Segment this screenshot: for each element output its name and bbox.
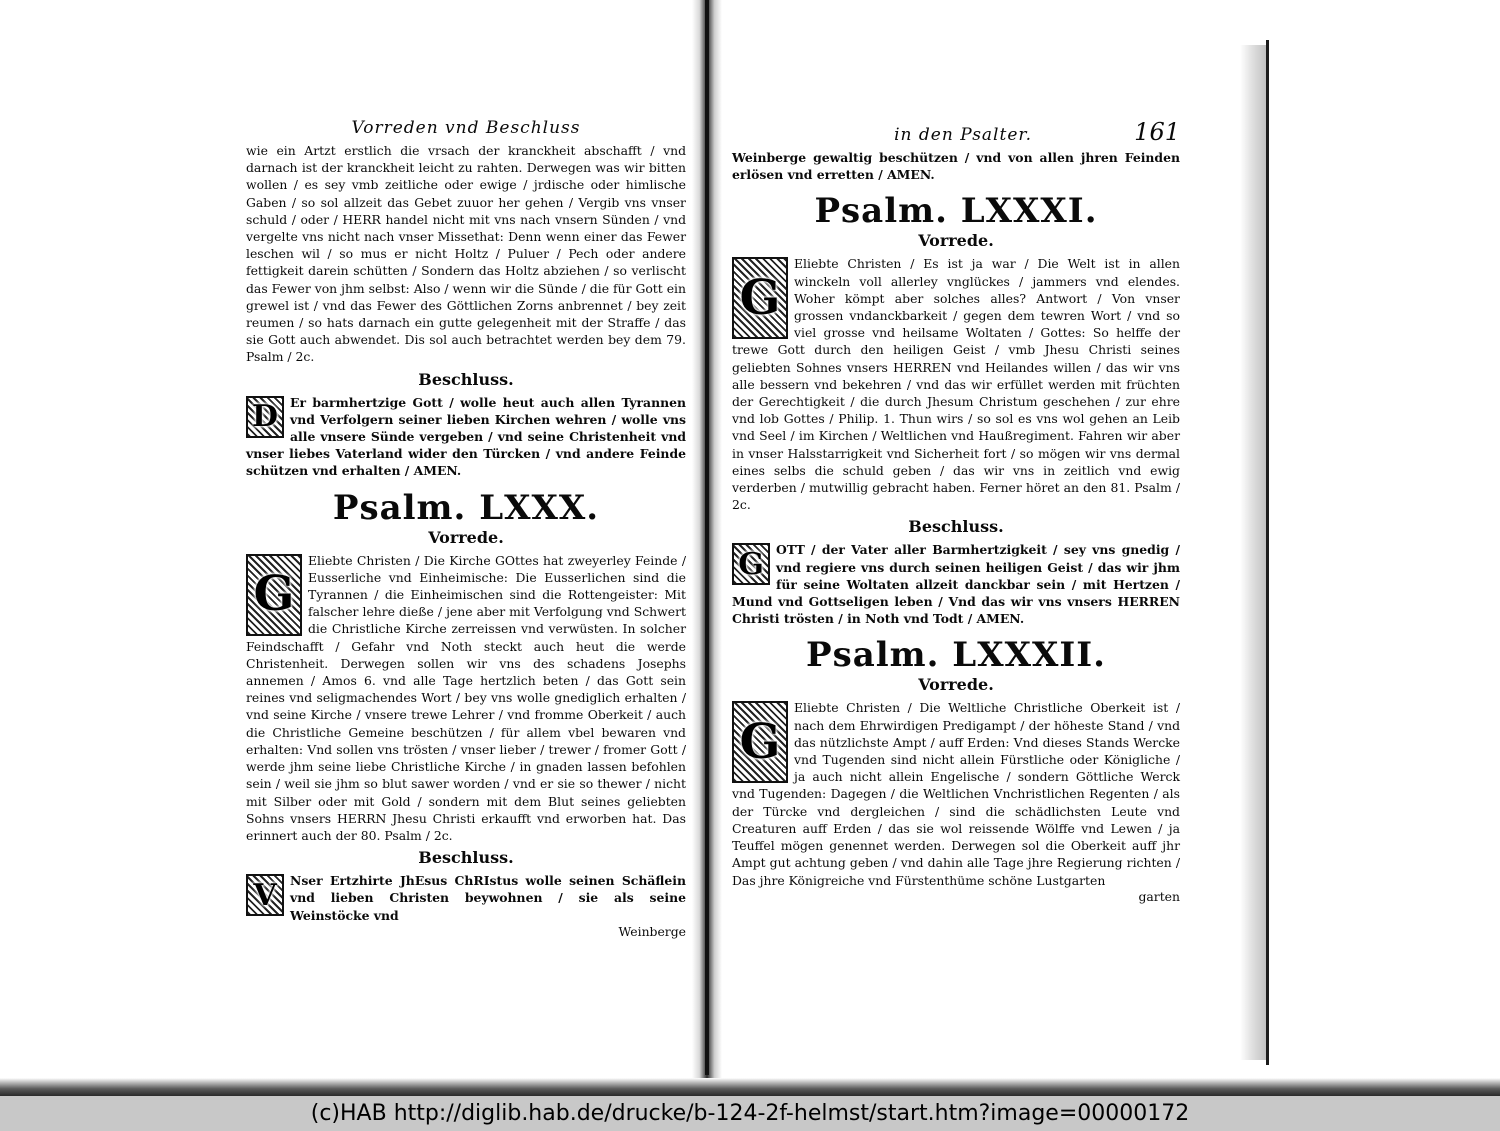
- page-edge-line: [1266, 40, 1269, 1065]
- beschluss-79-heading: Beschluss.: [418, 369, 514, 389]
- psalm-82-title: Psalm. LXXXII.: [806, 635, 1106, 676]
- vorrede-80-text: Eliebte Christen / Die Kirche GOttes hat zweyerley Feinde / Eusserliche vnd Einheimische: Die Eusserlichen sind die Tyrannen / die Einheimischen sind die Rottengeister: Mit falscher lehre dieße / jene aber mit Verfolgung vnd Schwert die Christliche Kirche zerreissen vnd verwüsten. In solcher Feindschafft / Gefahr vnd Noth steckt auch heut die werde Christenheit. Derwegen sollen wir vns des schadens Josephs annemen / Amos 6. vnd alle Tage hertzlich beten / das Gott sein reines vnd seligmachendes Wort / bey vns wolle gnediglich erhalten / vnd seine Kirche / vnsere trewe Lehrer / vnd fromme Oberkeit / auch die Christliche Gemeine beschützen / für allem vbel bewaren vnd erhalten: Vnd sollen vns trösten / vnser lieber / trewer / fromer Gott / werde jhm seine liebe Christliche Kirche / in gnaden lassen befohlen sein / weil sie jhm so blut sawer worden / vnd er sie so thewer / nicht mit Silber oder mit Gold / sondern mit dem Blut seines geliebten Sohns vnsers HERRN Jhesu Christi erkaufft vnd erworben hat. Das erinnert auch der 80. Psalm / 2c.: [246, 552, 686, 843]
- decorated-initial: G: [246, 554, 302, 636]
- decorated-initial: D: [246, 396, 284, 438]
- beschluss-81-text: OTT / der Vater aller Barmhertzigkeit / sey vns gnedig / vnd regiere vns durch seinen heiligen Geist / das wir jhm für seine Woltaten allzeit danckbar sein / mit Hertzen / Mund vnd Gottseligen leben / Vnd das wir vns vnsers HERREN Christi trösten / in Noth vnd Todt / AMEN.: [732, 542, 1180, 627]
- page-edge: [1240, 45, 1268, 1060]
- intro-text-left: wie ein Artzt erstlich die vrsach der kranckheit abschafft / vnd darnach ist der kranckheit leicht zu rahten. Derwegen was wir bitten wollen / es sey vmb zeitliche oder ewige / jrdische oder himlische Gaben / so sol allzeit das Gebet zuuor her gehen / Vergib vns vnser schuld / oder / HERR handel nicht mit vns nach vnsern Sünden / vnd vergelte vns nicht nach vnser Missethat: Denn wenn einer das Fewer leschen wil / so mus er nicht Holtz / Puluer / Pech oder andere fettigkeit darein schütten / Sondern das Holtz abziehen / so verlischt das Fewer von jhm selbst: Also / wenn wir die Sünde / die für Gott ein grewel ist / vnd das Fewer des Göttlichen Zorns anbrennet / bey zeit reumen / so hats darnach ein gutte gelegenheit mit der Straffe / das sie Gott auch abwendet. Dis sol auch betrachtet werden bey dem 79. Psalm / 2c.: [246, 143, 686, 365]
- vorrede-81-paragraph: [732, 255, 1180, 513]
- left-page: [246, 118, 686, 939]
- decorated-initial: G: [732, 701, 788, 783]
- page-number: 161: [1134, 118, 1180, 146]
- beschluss-80-text: Nser Ertzhirte JhEsus ChRIstus wolle seinen Schäflein vnd lieben Christen beywohnen / sie als seine Weinstöcke vnd: [290, 873, 686, 923]
- decorated-initial: G: [732, 257, 788, 339]
- beschluss-79-text: Er barmhertzige Gott / wolle heut auch allen Tyrannen vnd Verfolgern seiner lieben Kirchen wehren / wolle vns alle vnsere Sünde vergeben / vnd seine Christenheit vnd vnser liebes Vaterland wider den Türcken / vnd andere Feinde schützen vnd erhalten / AMEN.: [246, 394, 686, 479]
- catchword-left: Weinberge: [618, 923, 686, 939]
- psalm-80-title: Psalm. LXXX.: [332, 487, 600, 528]
- running-head-right: in den Psalter.: [894, 125, 1033, 145]
- scan-background: [0, 0, 1500, 130]
- running-head-row: [732, 118, 1180, 149]
- beschluss-80-heading: Beschluss.: [418, 848, 514, 868]
- scan-bottom-edge: [0, 1078, 1500, 1096]
- psalm-81-title: Psalm. LXXXI.: [814, 191, 1098, 232]
- gutter-shadow-line: [705, 0, 709, 1075]
- beschluss-81-heading: Beschluss.: [908, 517, 1004, 537]
- catchword-right: garten: [1138, 888, 1180, 904]
- beschluss-81-paragraph: [732, 541, 1180, 627]
- vorrede-81-text: Eliebte Christen / Es ist ja war / Die Welt ist in allen winckeln voll allerley vnglückes / jammers vnd elendes. Woher kömpt aber solches alles? Antwort / Von vnser grossen vndanckbarkeit / gegen dem tewren Wort / vnd so viel grosse vnd heilsame Woltaten / Gottes: So helffe der trewe Gott durch den heiligen Geist / vmb Jhesu Christi seines geliebten Sohnes vnsers HERREN vnd Heilandes willen / das wir vns alle bessern vnd bekehren / vnd das wir erfüllet werden mit früchten der Gerechtigkeit / die durch Jhesum Christum geschehen / zur ehre vnd lob Gottes / Philip. 1. Thun wirs / so sol es vns wol gehen an Leib vnd Seel / im Kirchen / Weltlichen vnd Haußregiment. Fahren wir aber in vnser Halsstarrigkeit vnd Sicherheit fort / so mögen wir vns dermal eines selbs die schuld geben / das wir vns in zeitlich vnd ewig verderben / mutwillig gebracht haben. Ferner höret an den 81. Psalm / 2c.: [732, 256, 1180, 513]
- copyright-footer: (c)HAB http://diglib.hab.de/drucke/b-124-2f-helmst/start.htm?image=00000172: [0, 1096, 1500, 1131]
- intro-text-right: Weinberge gewaltig beschützen / vnd von allen jhren Feinden erlösen vnd erretten / AMEN.: [732, 150, 1180, 183]
- beschluss-80-paragraph: [246, 872, 686, 924]
- vorrede-80-heading: Vorrede.: [428, 527, 504, 547]
- decorated-initial: G: [732, 543, 770, 585]
- vorrede-80-paragraph: [246, 552, 686, 844]
- beschluss-79-paragraph: [246, 394, 686, 480]
- decorated-initial: V: [246, 874, 284, 916]
- vorrede-82-paragraph: [732, 699, 1180, 888]
- running-head-left: Vorreden vnd Beschluss: [351, 118, 581, 138]
- vorrede-82-text: Eliebte Christen / Die Weltliche Christliche Oberkeit ist / nach dem Ehrwirdigen Predigampt / der höheste Stand / vnd das nützlichste Ampt / auff Erden: Vnd dieses Stands Wercke vnd Tugenden sind nicht allein Fürstliche oder Königliche / ja auch nicht allein Engelische / sondern Göttliche Werck vnd Tugenden: Dagegen / die Weltlichen Vnchristlichen Regenten / als der Türcke vnd dergleichen / sind die schädlichsten Leute vnd Creaturen auff Erden / das sie wol reissende Wölffe vnd Lewen / ja Teuffel mögen genennet werden. Derwegen sol die Oberkeit auff jhr Ampt gut achtung geben / vnd dahin alle Tage jhre Regierung richten / Das jhre Königreiche vnd Fürstenthüme schöne Lustgarten: [732, 700, 1180, 888]
- vorrede-81-heading: Vorrede.: [918, 231, 994, 251]
- vorrede-82-heading: Vorrede.: [918, 675, 994, 695]
- right-page: [732, 118, 1180, 904]
